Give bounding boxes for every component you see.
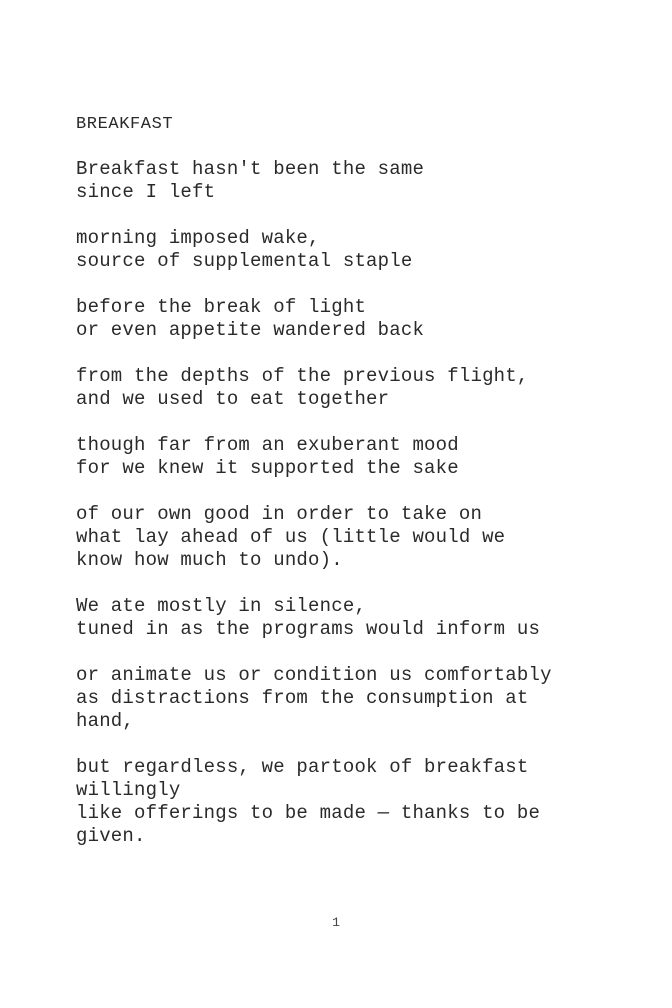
poem-line: since I left bbox=[76, 181, 216, 203]
poem-line: source of supplemental staple bbox=[76, 250, 413, 272]
stanza bbox=[76, 158, 656, 204]
poem-title: BREAKFAST bbox=[76, 115, 174, 134]
poem-line: from the depths of the previous flight, bbox=[76, 365, 529, 387]
stanza bbox=[76, 227, 656, 273]
poem-line: Breakfast hasn't been the same bbox=[76, 158, 425, 180]
stanza bbox=[76, 595, 656, 641]
poem-line: know how much to undo). bbox=[76, 549, 343, 571]
stanza bbox=[76, 434, 656, 480]
poem-line: tuned in as the programs would inform us bbox=[76, 618, 541, 640]
stanza bbox=[76, 365, 656, 411]
poem-line: willingly bbox=[76, 779, 181, 801]
poem-line: as distractions from the consumption at bbox=[76, 687, 529, 709]
poem-line: but regardless, we partook of breakfast bbox=[76, 756, 529, 778]
stanza bbox=[76, 664, 656, 733]
poem-line: before the break of light bbox=[76, 296, 367, 318]
poem-line: of our own good in order to take on bbox=[76, 503, 483, 525]
poem-line: morning imposed wake, bbox=[76, 227, 320, 249]
poem-line: for we knew it supported the sake bbox=[76, 457, 459, 479]
page-number: 1 bbox=[332, 915, 340, 930]
poem-line: or animate us or condition us comfortably bbox=[76, 664, 552, 686]
stanza bbox=[76, 296, 656, 342]
poem-line: given. bbox=[76, 825, 146, 847]
poem-body bbox=[76, 113, 656, 871]
poem-line: what lay ahead of us (little would we bbox=[76, 526, 506, 548]
poem-line: though far from an exuberant mood bbox=[76, 434, 459, 456]
poem-line: We ate mostly in silence, bbox=[76, 595, 367, 617]
poem-line: or even appetite wandered back bbox=[76, 319, 425, 341]
poem-line: hand, bbox=[76, 710, 135, 732]
poem-line: like offerings to be made — thanks to be bbox=[76, 802, 541, 824]
stanza bbox=[76, 503, 656, 572]
stanza bbox=[76, 756, 656, 848]
poem-line: and we used to eat together bbox=[76, 388, 390, 410]
